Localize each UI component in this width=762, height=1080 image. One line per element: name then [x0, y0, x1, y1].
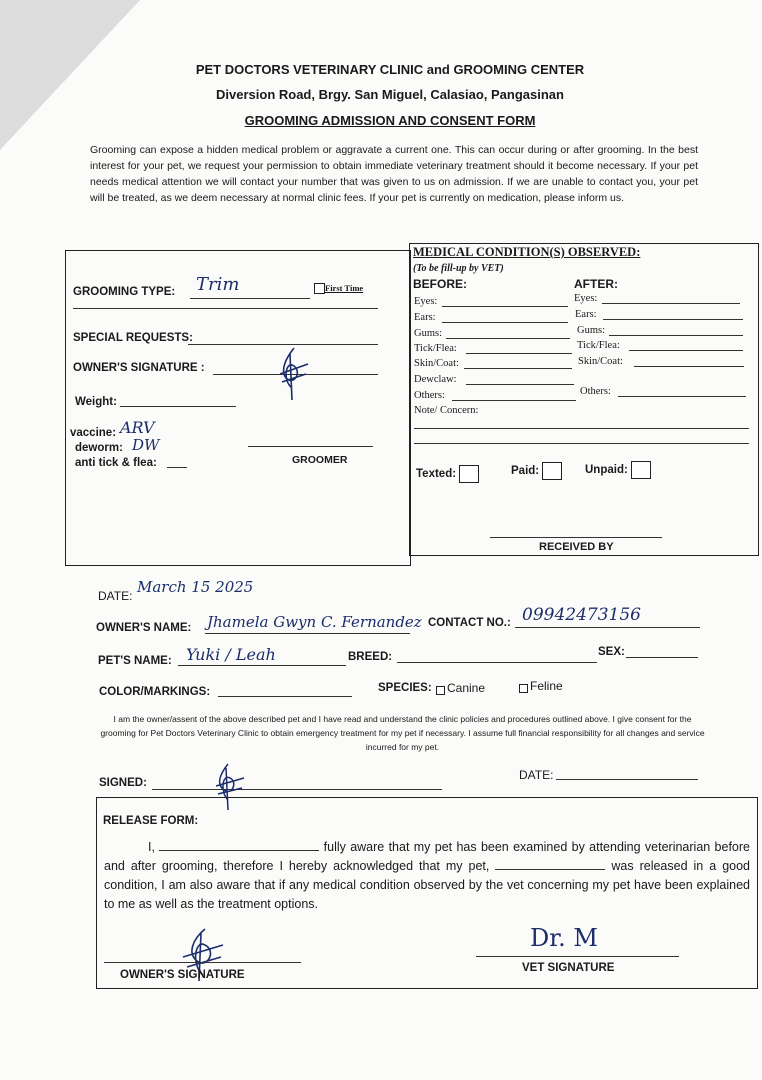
signed-line[interactable]	[152, 789, 442, 790]
note-concern-label: Note/ Concern:	[414, 405, 479, 416]
paid-checkbox[interactable]	[542, 462, 562, 480]
vet-signature-value: Dr. M	[530, 924, 598, 952]
medical-subtitle: (To be fill-up by VET)	[413, 263, 504, 274]
release-pet-blank[interactable]	[495, 857, 605, 870]
after-tickflea-line[interactable]	[629, 350, 743, 351]
before-tickflea-line[interactable]	[466, 353, 572, 354]
sex-label: SEX:	[598, 646, 625, 658]
contact-value[interactable]: 09942473156	[522, 605, 641, 625]
owner-name-label: OWNER'S NAME:	[96, 622, 192, 634]
intro-paragraph: Grooming can expose a hidden medical problem or aggravate a current one. This can occur during or after grooming. In the best interest for your pet, we request your permission to obtain immediate veterinary treatment should it become necessary. If your pet needs medical attention we will contact your number that was given to us on admission. If we are unable to contact you, your pet will be treated, as we deem necessary at normal clinic fees. If your pet is currently on medication, please inform us.	[90, 144, 698, 204]
after-ears-line[interactable]	[603, 319, 743, 320]
date-label: DATE:	[98, 589, 133, 603]
release-owner-signature-line[interactable]	[104, 962, 301, 963]
signed-date-label: DATE:	[519, 768, 554, 782]
feline-label: Feline	[530, 679, 563, 693]
color-markings-label: COLOR/MARKINGS:	[99, 686, 211, 698]
before-eyes-label: Eyes:	[414, 296, 438, 307]
after-eyes-line[interactable]	[602, 303, 740, 304]
owner-signature-mark-top	[272, 344, 316, 402]
pet-name-line	[178, 665, 346, 666]
vet-signature-line[interactable]	[476, 956, 679, 957]
vet-signature-label: VET SIGNATURE	[522, 962, 615, 974]
after-ears-label: Ears:	[575, 309, 597, 320]
before-others-line[interactable]	[452, 400, 576, 401]
signed-date-line[interactable]	[556, 779, 698, 780]
clinic-address: Diversion Road, Brgy. San Miguel, Calasiao, Pangasinan	[216, 87, 564, 102]
before-ears-label: Ears:	[414, 312, 436, 323]
received-by-line[interactable]	[490, 537, 662, 538]
signed-label: SIGNED:	[99, 777, 147, 789]
grooming-type-label: GROOMING TYPE:	[73, 286, 176, 298]
contact-label: CONTACT NO.:	[428, 617, 511, 629]
special-requests-label: SPECIAL REQUESTS:	[73, 332, 193, 344]
first-time-label: First Time	[325, 283, 364, 293]
canine-label: Canine	[447, 681, 486, 695]
release-part1: fully aware that my pet has been examined by attending veterinarian before and after grooming, therefore I hereby acknowledged that my pet,	[104, 840, 750, 873]
weight-label: Weight:	[75, 396, 117, 408]
note-line-1[interactable]	[414, 428, 749, 429]
release-name-blank[interactable]	[159, 838, 319, 851]
after-eyes-label: Eyes:	[574, 293, 598, 304]
canine-checkbox[interactable]	[436, 686, 445, 695]
vaccine-label: vaccine:	[70, 427, 117, 439]
before-gums-label: Gums:	[414, 328, 443, 339]
before-dewclaw-line[interactable]	[466, 384, 574, 385]
before-tickflea-label: Tick/Flea:	[414, 343, 457, 354]
antitick-label: anti tick & flea:	[75, 457, 157, 469]
pet-name-value[interactable]: Yuki / Leah	[186, 645, 276, 664]
vaccine-value[interactable]: ARV	[120, 418, 155, 437]
groomer-label: GROOMER	[292, 454, 348, 466]
owner-name-line	[205, 633, 410, 634]
before-gums-line[interactable]	[446, 338, 570, 339]
date-value[interactable]: March 15 2025	[137, 578, 254, 596]
breed-line[interactable]	[397, 662, 597, 663]
contact-line	[515, 627, 700, 628]
after-gums-label: Gums:	[577, 325, 606, 336]
weight-line[interactable]	[120, 406, 236, 407]
texted-checkbox[interactable]	[459, 465, 479, 483]
first-time-checkbox[interactable]	[314, 283, 325, 294]
owner-name-value[interactable]: Jhamela Gwyn C. Fernandez	[207, 613, 422, 631]
before-ears-line[interactable]	[442, 322, 568, 323]
texted-label: Texted:	[416, 465, 479, 483]
consent-text: I am the owner/assent of the above described pet and I have read and understand the clinic policies and procedures outlined above. I give consent for the grooming for Pet Doctors Veterinary Clinic to obtain emergency treatment for my pet if necessary. I assume full financial responsibility for all changes and service incurred for my pet.	[100, 714, 705, 752]
release-owner-signature-label: OWNER'S SIGNATURE	[120, 969, 245, 981]
breed-label: BREED:	[348, 651, 393, 663]
folded-corner	[0, 0, 140, 150]
grooming-extra-line	[73, 308, 378, 309]
pet-name-label: PET'S NAME:	[98, 655, 172, 667]
after-skincoat-label: Skin/Coat:	[578, 356, 623, 367]
before-others-label: Others:	[414, 390, 445, 401]
before-eyes-line[interactable]	[442, 306, 568, 307]
owner-signature-label-top: OWNER'S SIGNATURE :	[73, 362, 205, 374]
before-label: BEFORE:	[413, 277, 467, 291]
after-tickflea-label: Tick/Flea:	[577, 340, 620, 351]
after-others-line[interactable]	[618, 396, 746, 397]
antitick-line[interactable]	[167, 467, 187, 468]
grooming-type-line	[190, 298, 310, 299]
after-others-label: Others:	[580, 386, 611, 397]
before-skincoat-label: Skin/Coat:	[414, 358, 459, 369]
unpaid-checkbox[interactable]	[631, 461, 651, 479]
note-line-2[interactable]	[414, 443, 749, 444]
received-by-label: RECEIVED BY	[539, 541, 614, 553]
after-label: AFTER:	[574, 277, 618, 291]
paid-label: Paid:	[511, 462, 562, 480]
form-title: GROOMING ADMISSION AND CONSENT FORM	[244, 113, 536, 128]
clinic-name: PET DOCTORS VETERINARY CLINIC and GROOMING CENTER	[195, 62, 585, 77]
groomer-line[interactable]	[248, 446, 373, 447]
color-markings-line[interactable]	[218, 696, 352, 697]
release-part2: was released in a good condition, I am also aware that if any medical condition observed by the vet concerning my pet have been explained to me as well as the treatment options.	[104, 859, 751, 911]
deworm-value[interactable]: DW	[132, 436, 160, 454]
release-title: RELEASE FORM:	[103, 815, 199, 827]
before-skincoat-line[interactable]	[464, 368, 572, 369]
after-gums-line[interactable]	[609, 335, 743, 336]
release-i-label: I,	[148, 840, 155, 854]
unpaid-label: Unpaid:	[585, 461, 651, 479]
grooming-type-value[interactable]: Trim	[196, 274, 240, 295]
release-paragraph	[104, 838, 750, 914]
sex-line[interactable]	[626, 657, 698, 658]
species-label: SPECIES:	[378, 682, 432, 694]
feline-checkbox[interactable]	[519, 684, 528, 693]
deworm-label: deworm:	[75, 442, 123, 454]
before-dewclaw-label: Dewclaw:	[414, 374, 457, 385]
after-skincoat-line[interactable]	[634, 366, 744, 367]
medical-title: MEDICAL CONDITION(S) OBSERVED:	[413, 245, 641, 259]
